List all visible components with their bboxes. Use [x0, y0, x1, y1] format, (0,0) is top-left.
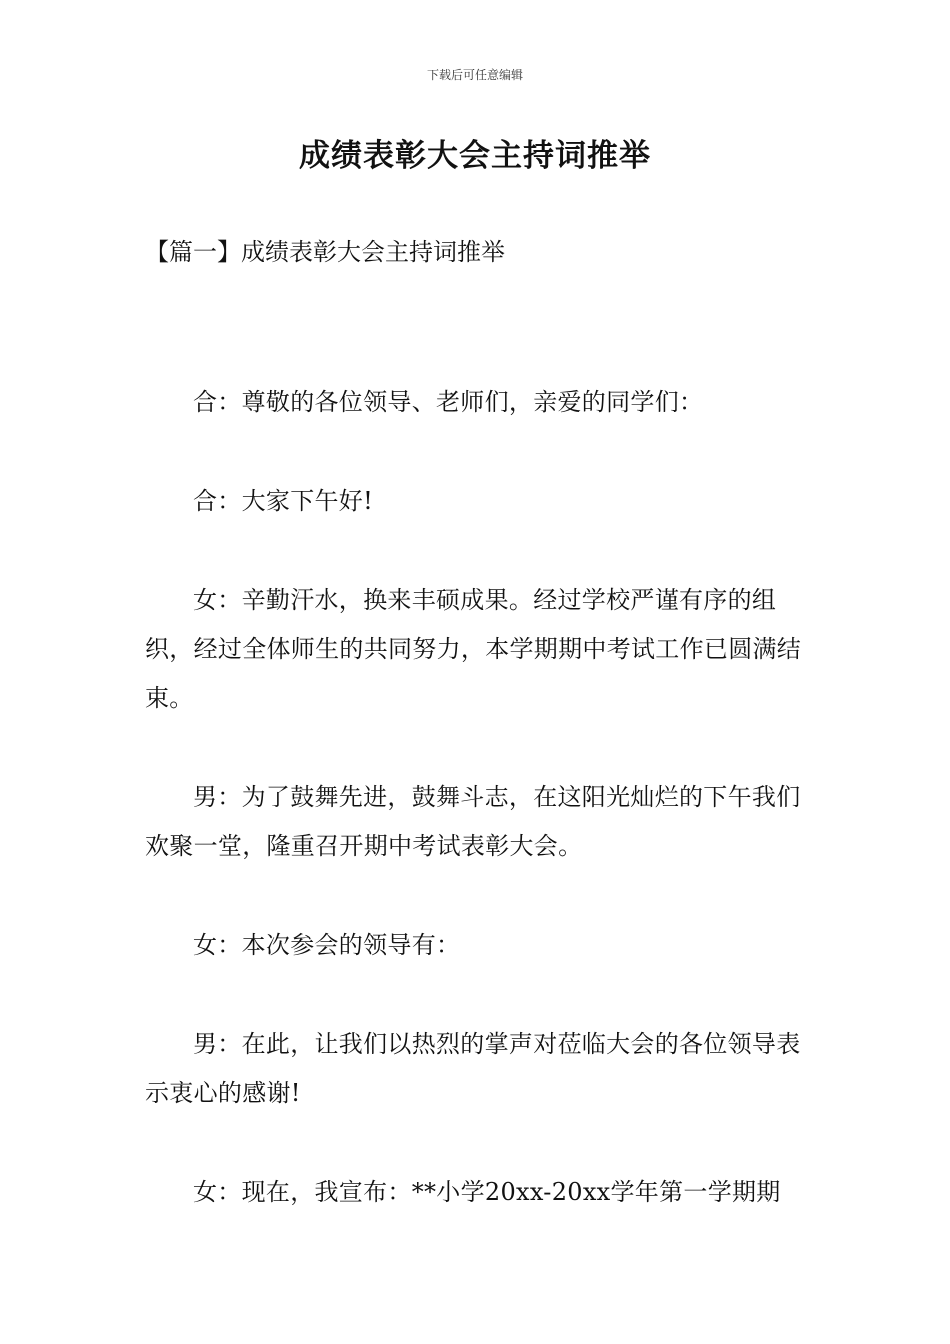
- document-title: 成绩表彰大会主持词推举: [299, 138, 651, 174]
- header-note: 下载后可任意编辑: [426, 68, 523, 82]
- paragraph: 女：本次参会的领导有：: [193, 931, 461, 959]
- section-heading: 【篇一】成绩表彰大会主持词推举: [145, 238, 505, 266]
- paragraph: 女：现在，我宣布：**小学20xx-20xx学年第一学期期: [193, 1178, 781, 1206]
- paragraph: 合：大家下午好!: [193, 487, 374, 515]
- paragraph: 男：为了鼓舞先进，鼓舞斗志，在这阳光灿烂的下午我们欢聚一堂，隆重召开期中考试表彰大会。: [145, 783, 801, 860]
- document-body: [145, 378, 810, 1267]
- paragraph: 合：尊敬的各位领导、老师们，亲爱的同学们：: [193, 388, 704, 416]
- paragraph: 女：辛勤汗水，换来丰硕成果。经过学校严谨有序的组织，经过全体师生的共同努力，本学期期中考试工作已圆满结束。: [145, 586, 802, 712]
- paragraph: 男：在此，让我们以热烈的掌声对莅临大会的各位领导表示衷心的感谢!: [145, 1030, 801, 1107]
